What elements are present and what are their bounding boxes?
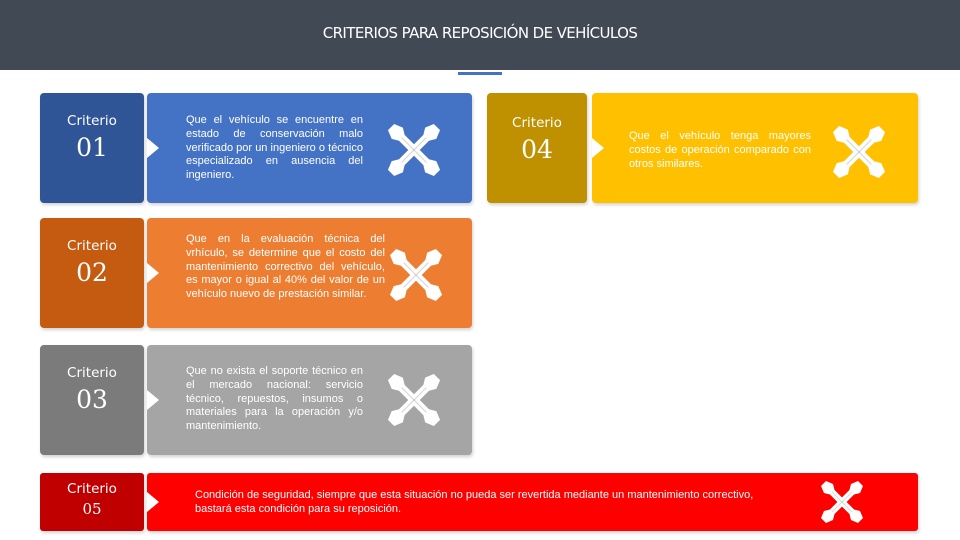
wrench-cross-icon bbox=[817, 477, 867, 527]
title-accent-line bbox=[458, 72, 502, 75]
criterio-label: Criterio bbox=[512, 115, 562, 131]
criterio-label: Criterio bbox=[67, 481, 117, 497]
criterio-number: 01 bbox=[76, 133, 108, 162]
criterio-03-panel bbox=[147, 345, 472, 455]
header-bar bbox=[0, 0, 960, 70]
criterio-04-panel bbox=[592, 93, 918, 203]
criterio-01-panel bbox=[147, 93, 472, 203]
criterio-05-panel bbox=[147, 473, 918, 531]
criterio-label: Criterio bbox=[67, 365, 117, 381]
criterio-05-text: Condición de seguridad, siempre que esta situación no pueda ser revertida mediante un mantenimiento correctivo, bastará esta condición para su reposición. bbox=[195, 489, 754, 515]
criterio-01-badge bbox=[40, 93, 144, 203]
criterio-02-badge bbox=[40, 218, 144, 328]
page-title: CRITERIOS PARA REPOSICIÓN DE VEHÍCULOS bbox=[322, 24, 638, 42]
criterio-04-badge bbox=[487, 93, 587, 203]
criterio-number: 02 bbox=[76, 258, 108, 287]
criterio-04-text: Que el vehículo tenga mayores costos de operación comparado con otros similares. bbox=[629, 130, 811, 170]
criterio-03-text: Que no exista el soporte técnico en el mercado nacional: servicio técnico, repuestos, insumos o materiales para la operación y/o mantenimiento. bbox=[186, 365, 363, 433]
criterio-01-text: Que el vehículo se encuentre en estado de conservación malo verificado por un ingeniero o técnico especializado en ausencia del ingeniero. bbox=[186, 114, 363, 182]
criterio-number: 03 bbox=[76, 385, 108, 414]
criterio-03-badge bbox=[40, 345, 144, 455]
criterio-02-text: Que en la evaluación técnica del vrhículo, se determine que el costo del mantenimiento correctivo del vehículo, es mayor o igual al 40% del valor de un vehículo nuevo de prestación similar. bbox=[186, 233, 385, 301]
criterio-number: 05 bbox=[82, 500, 102, 518]
criterio-label: Criterio bbox=[67, 113, 117, 129]
wrench-cross-icon bbox=[383, 369, 445, 431]
criterio-label: Criterio bbox=[67, 238, 117, 254]
criterio-05-badge bbox=[40, 473, 144, 531]
criterio-number: 04 bbox=[521, 135, 553, 164]
criterio-02-panel bbox=[147, 218, 472, 328]
wrench-cross-icon bbox=[383, 119, 445, 181]
wrench-cross-icon bbox=[828, 121, 890, 183]
wrench-cross-icon bbox=[385, 244, 447, 306]
